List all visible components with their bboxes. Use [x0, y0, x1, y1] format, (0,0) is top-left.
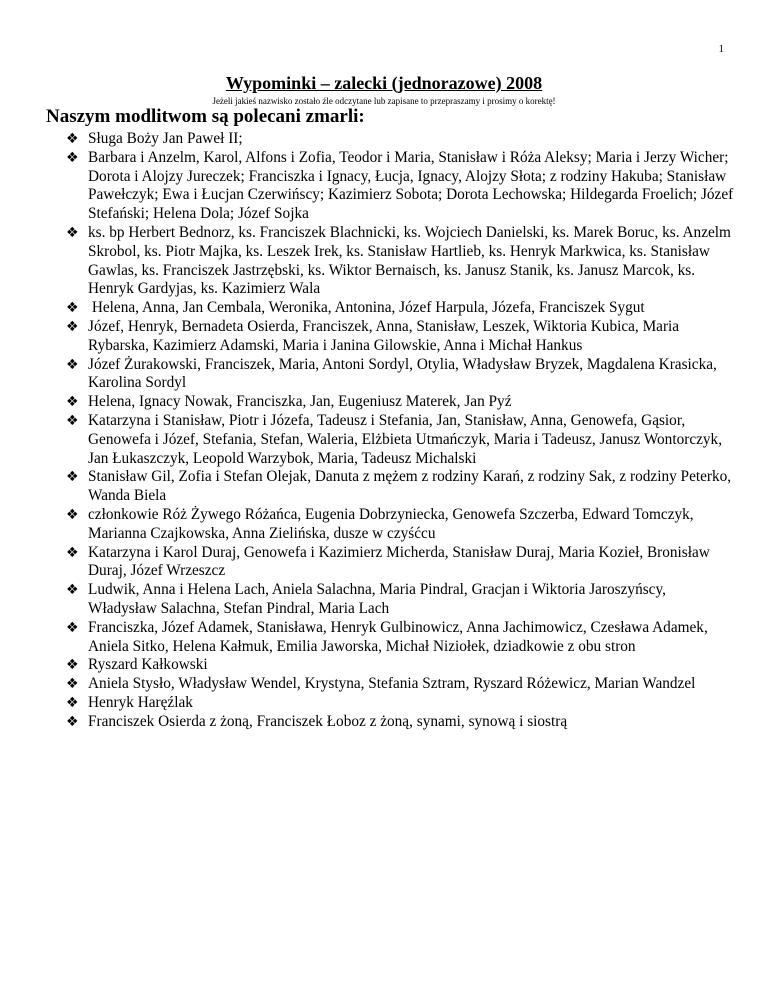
page-number: 1	[718, 43, 724, 55]
diamond-bullet-icon: ❖	[66, 582, 79, 599]
diamond-bullet-icon: ❖	[66, 619, 79, 636]
list-item	[64, 318, 736, 356]
list-item	[64, 506, 736, 544]
list-item	[64, 299, 736, 318]
diamond-bullet-icon: ❖	[66, 657, 79, 674]
list-item-text: Katarzyna i Stanisław, Piotr i Józefa, Tadeusz i Stefania, Jan, Stanisław, Anna, Genowefa, Gąsior, Genowefa i Józef, Stefania, Stefan, Waleria, Elżbieta Utmańczyk, Maria i Tadeusz, Janusz Wontorczyk, Jan Łukaszczyk, Leopold Warzybok, Maria, Tadeusz Michalski	[88, 411, 723, 467]
list-item-text: Sługa Boży Jan Paweł II;	[88, 130, 243, 147]
list-item-text: Franciszka, Józef Adamek, Stanisława, Henryk Gulbinowicz, Anna Jachimowicz, Czesława Adamek, Aniela Sitko, Helena Kałmuk, Emilia Jaworska, Michał Niziołek, dziadkowie z obu stron	[88, 618, 708, 655]
list-item	[64, 713, 736, 732]
list-item	[64, 544, 736, 582]
diamond-bullet-icon: ❖	[66, 694, 79, 711]
diamond-bullet-icon: ❖	[66, 394, 79, 411]
page-title: Wypominki – zalecki (jednorazowe) 2008	[225, 73, 543, 93]
list-item-text: ks. bp Herbert Bednorz, ks. Franciszek Blachnicki, ks. Wojciech Danielski, ks. Marek Boruc, ks. Anzelm Skrobol, ks. Piotr Majka, ks. Leszek Irek, ks. Stanisław Hartlieb, ks. Henryk Markwica, ks. Stanisław Gawlas, ks. Franciszek Jastrzębski, ks. Wiktor Bernaisch, ks. Janusz Stanik, ks. Janusz Marcok, ks. Henryk Gardyjas, ks. Kazimierz Wala	[88, 223, 731, 298]
diamond-bullet-icon: ❖	[66, 412, 79, 429]
list-item	[64, 224, 736, 299]
list-item	[64, 619, 736, 657]
names-list	[64, 130, 736, 732]
list-item	[64, 468, 736, 506]
diamond-bullet-icon: ❖	[66, 149, 79, 166]
diamond-bullet-icon: ❖	[66, 469, 79, 486]
diamond-bullet-icon: ❖	[66, 300, 79, 317]
diamond-bullet-icon: ❖	[66, 713, 79, 730]
section-heading: Naszym modlitwom są polecani zmarli:	[46, 106, 365, 127]
list-item	[64, 675, 736, 694]
list-item-text: Ludwik, Anna i Helena Lach, Aniela Salachna, Maria Pindral, Gracjan i Wiktoria Jaroszyńscy, Władysław Salachna, Stefan Pindral, Maria Lach	[88, 581, 666, 617]
list-item-text: Barbara i Anzelm, Karol, Alfons i Zofia, Teodor i Maria, Stanisław i Róża Aleksy; Maria i Jerzy Wicher; Dorota i Alojzy Jureczek; Franciszka i Ignacy, Łucja, Ignacy, Alojzy Słota; z rodziny Hakuba; Stanisław Pawełczyk; Ewa i Łucjan Czerwińscy; Kazimierz Sobota; Dorota Lechowska; Hildegarda Froelich; Józef Stefański; Helena Dola; Józef Sojka	[88, 148, 734, 223]
diamond-bullet-icon: ❖	[66, 506, 79, 523]
diamond-bullet-icon: ❖	[66, 318, 79, 335]
diamond-bullet-icon: ❖	[66, 224, 79, 241]
list-item-text: Józef, Henryk, Bernadeta Osierda, Franciszek, Anna, Stanisław, Leszek, Wiktoria Kubica, Maria Rybarska, Kazimierz Adamski, Maria i Janina Gilowskie, Anna i Michał Hankus	[88, 317, 680, 354]
list-item	[64, 149, 736, 224]
list-item	[64, 356, 736, 394]
list-item-text: Franciszek Osierda z żoną, Franciszek Łoboz z żoną, synami, synową i siostrą	[88, 712, 568, 730]
list-item-text: Henryk Haręźlak	[88, 693, 193, 711]
list-item	[64, 581, 736, 619]
diamond-bullet-icon: ❖	[66, 131, 79, 147]
list-item-text: Aniela Stysło, Władysław Wendel, Krystyna, Stefania Sztram, Ryszard Różewicz, Marian Wandzel	[88, 675, 696, 693]
page-subtitle: Jeżeli jakieś nazwisko zostało źle odczytane lub zapisane to przepraszamy i prosimy o korektę!	[212, 96, 556, 106]
list-item	[64, 393, 736, 412]
list-item	[64, 130, 736, 149]
list-item	[64, 694, 736, 713]
list-item	[64, 412, 736, 468]
diamond-bullet-icon: ❖	[66, 544, 79, 561]
list-item-text: członkowie Róż Żywego Różańca, Eugenia Dobrzyniecka, Genowefa Szczerba, Edward Tomczyk, Marianna Czajkowska, Anna Zielińska, dusze w czyśćcu	[88, 505, 694, 542]
list-item-text: Józef Żurakowski, Franciszek, Maria, Antoni Sordyl, Otylia, Władysław Bryzek, Magdalena Krasicka, Karolina Sordyl	[88, 355, 717, 392]
list-item-text: Katarzyna i Karol Duraj, Genowefa i Kazimierz Micherda, Stanisław Duraj, Maria Kozieł, Bronisław Duraj, Józef Wrzeszcz	[88, 543, 710, 580]
diamond-bullet-icon: ❖	[66, 676, 79, 693]
list-item	[64, 656, 736, 675]
list-item-text: Ryszard Kałkowski	[88, 656, 208, 674]
list-item-text: Helena, Ignacy Nowak, Franciszka, Jan, Eugeniusz Materek, Jan Pyź	[88, 393, 512, 411]
list-item-text: Stanisław Gil, Zofia i Stefan Olejak, Danuta z mężem z rodziny Karań, z rodziny Sak, z rodziny Peterko, Wanda Biela	[88, 468, 732, 505]
diamond-bullet-icon: ❖	[66, 356, 79, 373]
list-item-text: Helena, Anna, Jan Cembala, Weronika, Antonina, Józef Harpula, Józefa, Franciszek Sygut	[88, 299, 645, 317]
